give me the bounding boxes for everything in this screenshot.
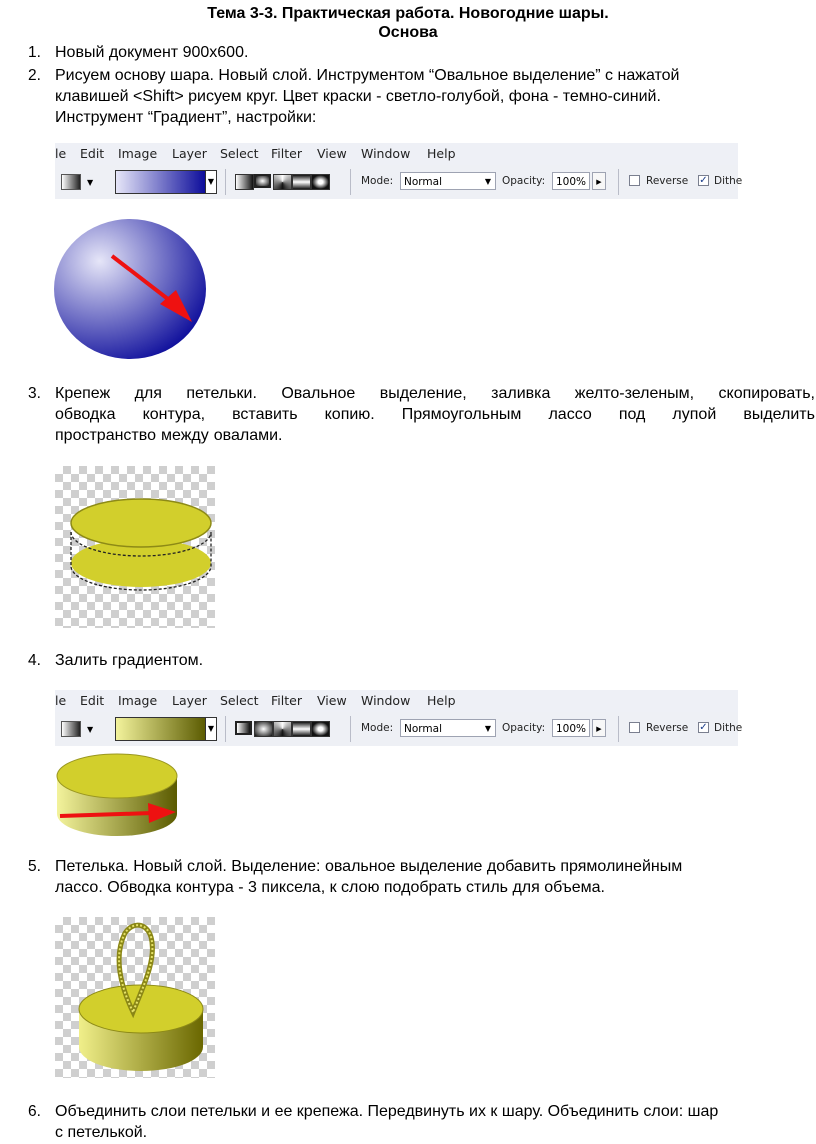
diamond-gradient-icon[interactable] [311,721,330,737]
menu-item-edit[interactable]: Edit [80,693,105,708]
menu-item-view[interactable]: View [317,146,347,161]
reverse-checkbox[interactable] [629,175,640,186]
divider [225,716,226,742]
page-title: Тема 3-3. Практическая работа. Новогодние шары. [207,5,609,22]
text-line: Крепеж для петельки. Овальное выделение, заливка желто-зеленым, скопировать, [55,385,815,402]
opacity-label: Opacity: [502,722,546,734]
opacity-input[interactable] [552,172,590,190]
opacity-slider-button[interactable]: ▶ [592,172,606,190]
step-number: 6. [28,1103,41,1120]
divider [350,169,351,195]
text-line: Рисуем основу шара. Новый слой. Инструментом “Овальное выделение” с нажатой [55,67,680,84]
loop-figure [55,917,215,1078]
angle-gradient-icon[interactable] [273,721,292,737]
menu-item-layer[interactable]: Layer [172,693,207,708]
chevron-down-icon: ▼ [484,177,491,186]
step-number: 3. [28,385,41,402]
step-2-text [55,65,815,128]
menu-item-help[interactable]: Help [427,146,456,161]
yellow-cylinder-figure [52,748,182,840]
photoshop-toolbar-blue [55,143,743,200]
opacity-input[interactable] [552,719,590,737]
text-line: с петелькой. [55,1124,148,1141]
step-number: 2. [28,67,41,84]
step-6-text [55,1101,815,1143]
text-line: Новый документ 900x600. [55,44,249,61]
menu-item-window[interactable]: Window [361,146,411,161]
reverse-label: Reverse [646,722,689,734]
opacity-value: 100% [556,723,587,735]
text-line: пространство между овалами. [55,427,283,444]
gradient-tool-icon[interactable] [61,174,81,190]
dither-checkbox[interactable]: ✓ [699,722,708,733]
step-3-text [55,383,815,446]
mode-value: Normal [404,176,442,188]
reverse-label: Reverse [646,175,689,187]
menu-item-file[interactable]: le [55,146,67,161]
photoshop-toolbar-yellow [55,690,743,747]
mode-label: Mode: [361,175,394,187]
divider [618,716,619,742]
text-line: Инструмент “Градиент”, настройки: [55,109,317,126]
linear-gradient-icon[interactable] [235,721,252,735]
menu-item-select[interactable]: Select [220,146,259,161]
upper-oval [71,499,211,547]
step-number: 5. [28,858,41,875]
chevron-down-icon[interactable]: ▼ [87,725,94,734]
text-line: Объединить слои петельки и ее крепежа. Передвинуть их к шару. Объединить слои: шар [55,1103,719,1120]
menu-item-edit[interactable]: Edit [80,146,105,161]
menu-item-file[interactable]: le [55,693,67,708]
divider [225,169,226,195]
menu-item-view[interactable]: View [317,693,347,708]
options-bar [55,165,743,199]
reflected-gradient-icon[interactable] [292,174,311,190]
text-line: лассо. Обводка контура - 3 пиксела, к слою подобрать стиль для объема. [55,879,605,896]
menu-item-filter[interactable]: Filter [271,693,302,708]
step-number: 4. [28,652,41,669]
menu-item-image[interactable]: Image [118,693,158,708]
reflected-gradient-icon[interactable] [292,721,311,737]
dither-label: Dithe [714,175,743,187]
step-number: 1. [28,44,41,61]
opacity-value: 100% [556,176,587,188]
reverse-checkbox[interactable] [629,722,640,733]
dither-label: Dithe [714,722,743,734]
step-1-text [55,42,815,63]
mode-select[interactable] [400,719,496,737]
gradient-picker[interactable] [115,717,207,741]
oval-mount-figure [55,466,215,628]
blue-sphere-figure [52,218,212,360]
step-5-text [55,856,815,898]
menu-item-layer[interactable]: Layer [172,146,207,161]
menu-item-select[interactable]: Select [220,693,259,708]
mode-value: Normal [404,723,442,735]
menu-item-help[interactable]: Help [427,693,456,708]
gradient-picker[interactable] [115,170,207,194]
radial-gradient-icon[interactable] [254,174,271,188]
chevron-down-icon: ▼ [484,724,491,733]
chevron-down-icon[interactable]: ▼ [205,170,217,194]
menu-item-filter[interactable]: Filter [271,146,302,161]
angle-gradient-icon[interactable] [273,174,292,190]
opacity-label: Opacity: [502,175,546,187]
divider [618,169,619,195]
page-subtitle: Основа [378,24,438,41]
diamond-gradient-icon[interactable] [311,174,330,190]
menu-bar [55,143,738,166]
step-4-text [55,650,815,671]
sphere [54,219,206,359]
mode-select[interactable] [400,172,496,190]
menu-bar [55,690,738,713]
gradient-tool-icon[interactable] [61,721,81,737]
text-line: Петелька. Новый слой. Выделение: овальное выделение добавить прямолинейным [55,858,683,875]
menu-item-window[interactable]: Window [361,693,411,708]
linear-gradient-icon[interactable] [235,174,254,190]
text-line: обводка контура, вставить копию. Прямоугольным лассо под лупой выделить [55,406,815,423]
chevron-down-icon[interactable]: ▼ [205,717,217,741]
options-bar [55,712,743,746]
text-line: Залить градиентом. [55,652,204,669]
menu-item-image[interactable]: Image [118,146,158,161]
divider [350,716,351,742]
opacity-slider-button[interactable]: ▶ [592,719,606,737]
mode-label: Mode: [361,722,394,734]
text-line: клавишей <Shift> рисуем круг. Цвет краски - светло-голубой, фона - темно-синий. [55,88,661,105]
dither-checkbox[interactable]: ✓ [699,175,708,186]
radial-gradient-icon[interactable] [254,721,273,737]
chevron-down-icon[interactable]: ▼ [87,178,94,187]
cylinder-top [57,754,177,798]
